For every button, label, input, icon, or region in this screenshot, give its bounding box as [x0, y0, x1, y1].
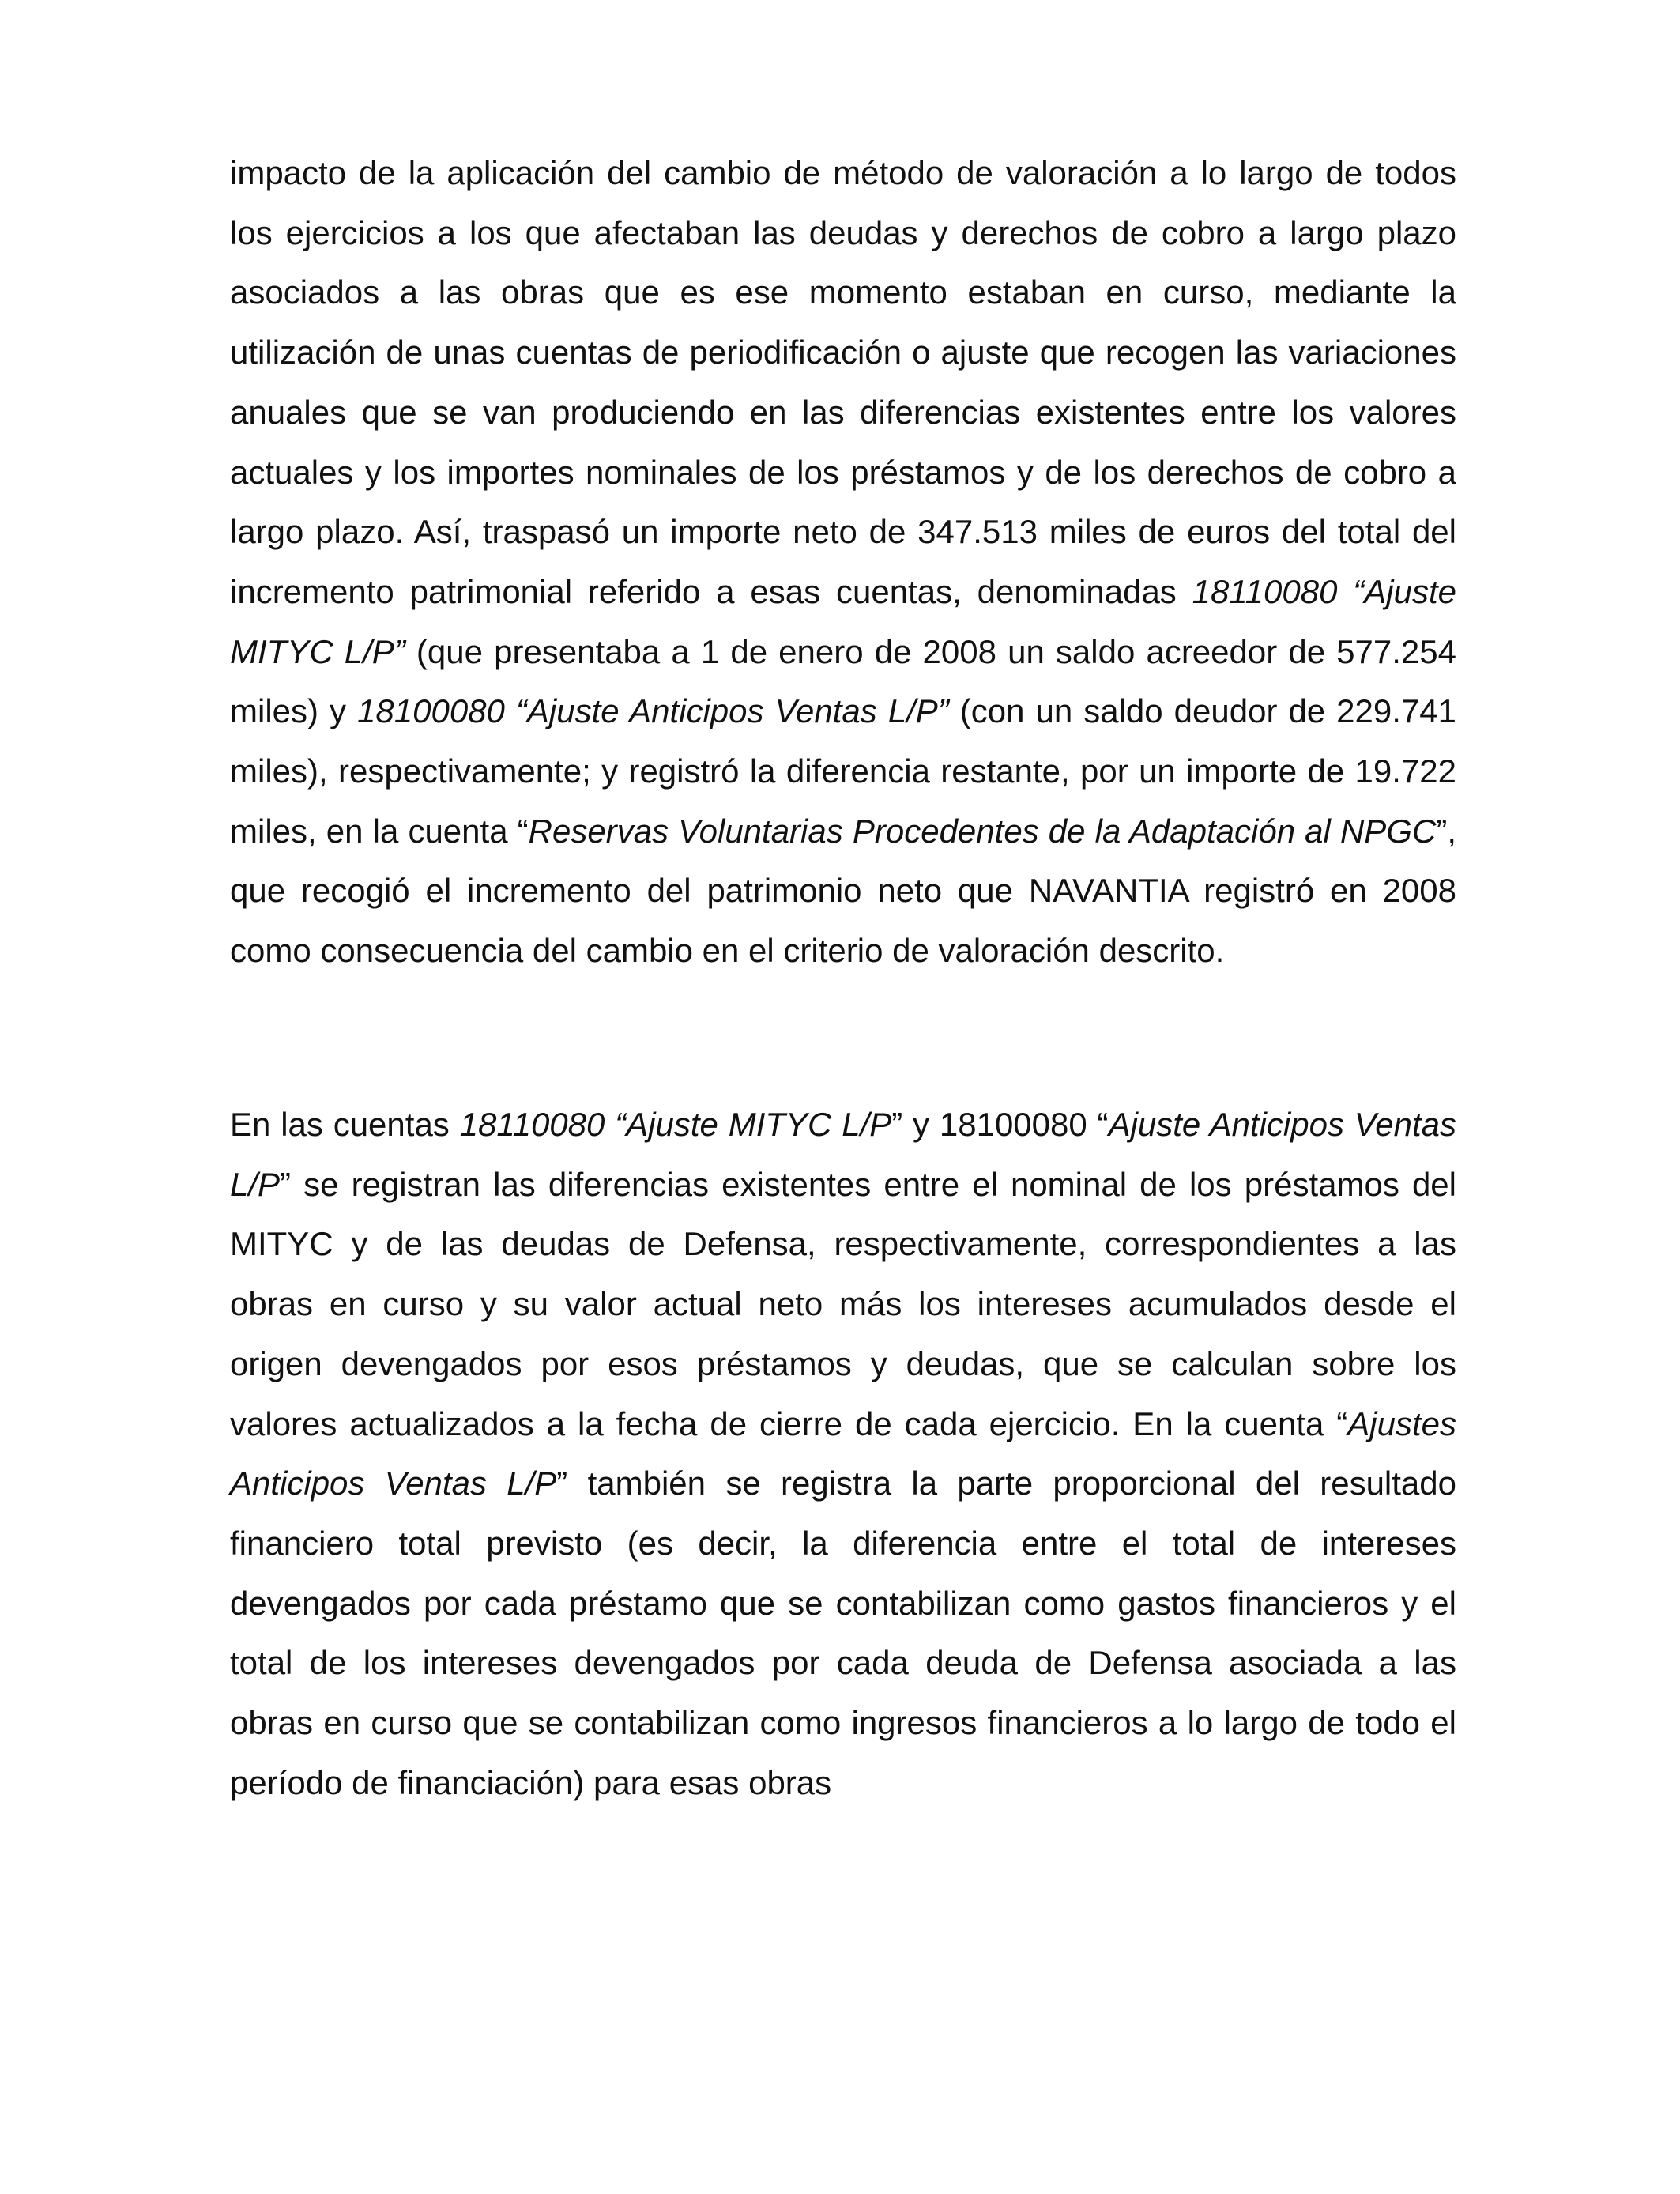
paragraph-2-text: ” y 18100080 “	[891, 1106, 1109, 1143]
account-ref-reservas-voluntarias: Reservas Voluntarias Procedentes de la Adaptación al NPGC	[528, 812, 1437, 850]
account-ref-ajuste-anticipos: Ajuste Anticipos Ventas L/P	[230, 1106, 1456, 1203]
account-ref-ajuste-anticipos: 18100080 “Ajuste Anticipos Ventas L/P”	[357, 692, 949, 730]
account-ref-ajuste-mityc: 18110080 “Ajuste MITYC L/P”	[230, 572, 1457, 670]
paragraph-2-text: ” también se registra la parte proporcional del resultado financiero total previsto (es decir, la diferencia entre el total de intereses devengados por cada préstamo que se contabilizan como gastos financieros y el total de los intereses devengados por cada deuda de Defensa asociada a las obras en curso que se contabilizan como ingresos financieros a lo largo de todo el período de financiación) para esas obras	[230, 1465, 1457, 1801]
paragraph-1	[230, 143, 1456, 981]
paragraph-2-text: ” se registran las diferencias existentes entre el nominal de los préstamos del MITYC y de las deudas de Defensa, respectivamente, correspondientes a las obras en curso y su valor actual neto más los intereses acumulados desde el origen devengados por esos préstamos y deudas, que se calculan sobre los valores actualizados a la fecha de cierre de cada ejercicio. En la cuenta “	[230, 1165, 1456, 1442]
account-ref-ajustes-anticipos: Ajustes Anticipos Ventas L/P	[230, 1404, 1456, 1502]
paragraph-2	[230, 1095, 1456, 1812]
account-ref-ajuste-mityc: 18110080 “Ajuste MITYC L/P	[459, 1106, 892, 1143]
paragraph-1-text: impacto de la aplicación del cambio de método de valoración a lo largo de todos los ejercicios a los que afectaban las deudas y derechos de cobro a largo plazo asociados a las obras que es ese momento estaban en curso, mediante la utilización de unas cuentas de periodificación o ajuste que recogen las variaciones anuales que se van produciendo en las diferencias existentes entre los valores actuales y los importes nominales de los préstamos y de los derechos de cobro a largo plazo. Así, traspasó un importe neto de 347.513 miles de euros del total del incremento patrimonial referido a esas cuentas, denominadas	[230, 154, 1456, 610]
paragraph-1-text: (que presentaba a 1 de enero de 2008 un saldo acreedor de 577.254 miles) y	[230, 632, 1456, 730]
paragraph-1-text: (con un saldo deudor de 229.741 miles), respectivamente; y registró la diferencia restante, por un importe de 19.722 miles, en la cuenta “	[230, 692, 1456, 850]
paragraph-1-text: ”, que recogió el incremento del patrimonio neto que NAVANTIA registró en 2008 como consecuencia del cambio en el criterio de valoración descrito.	[230, 812, 1456, 970]
paragraph-2-text: En las cuentas	[230, 1106, 460, 1143]
